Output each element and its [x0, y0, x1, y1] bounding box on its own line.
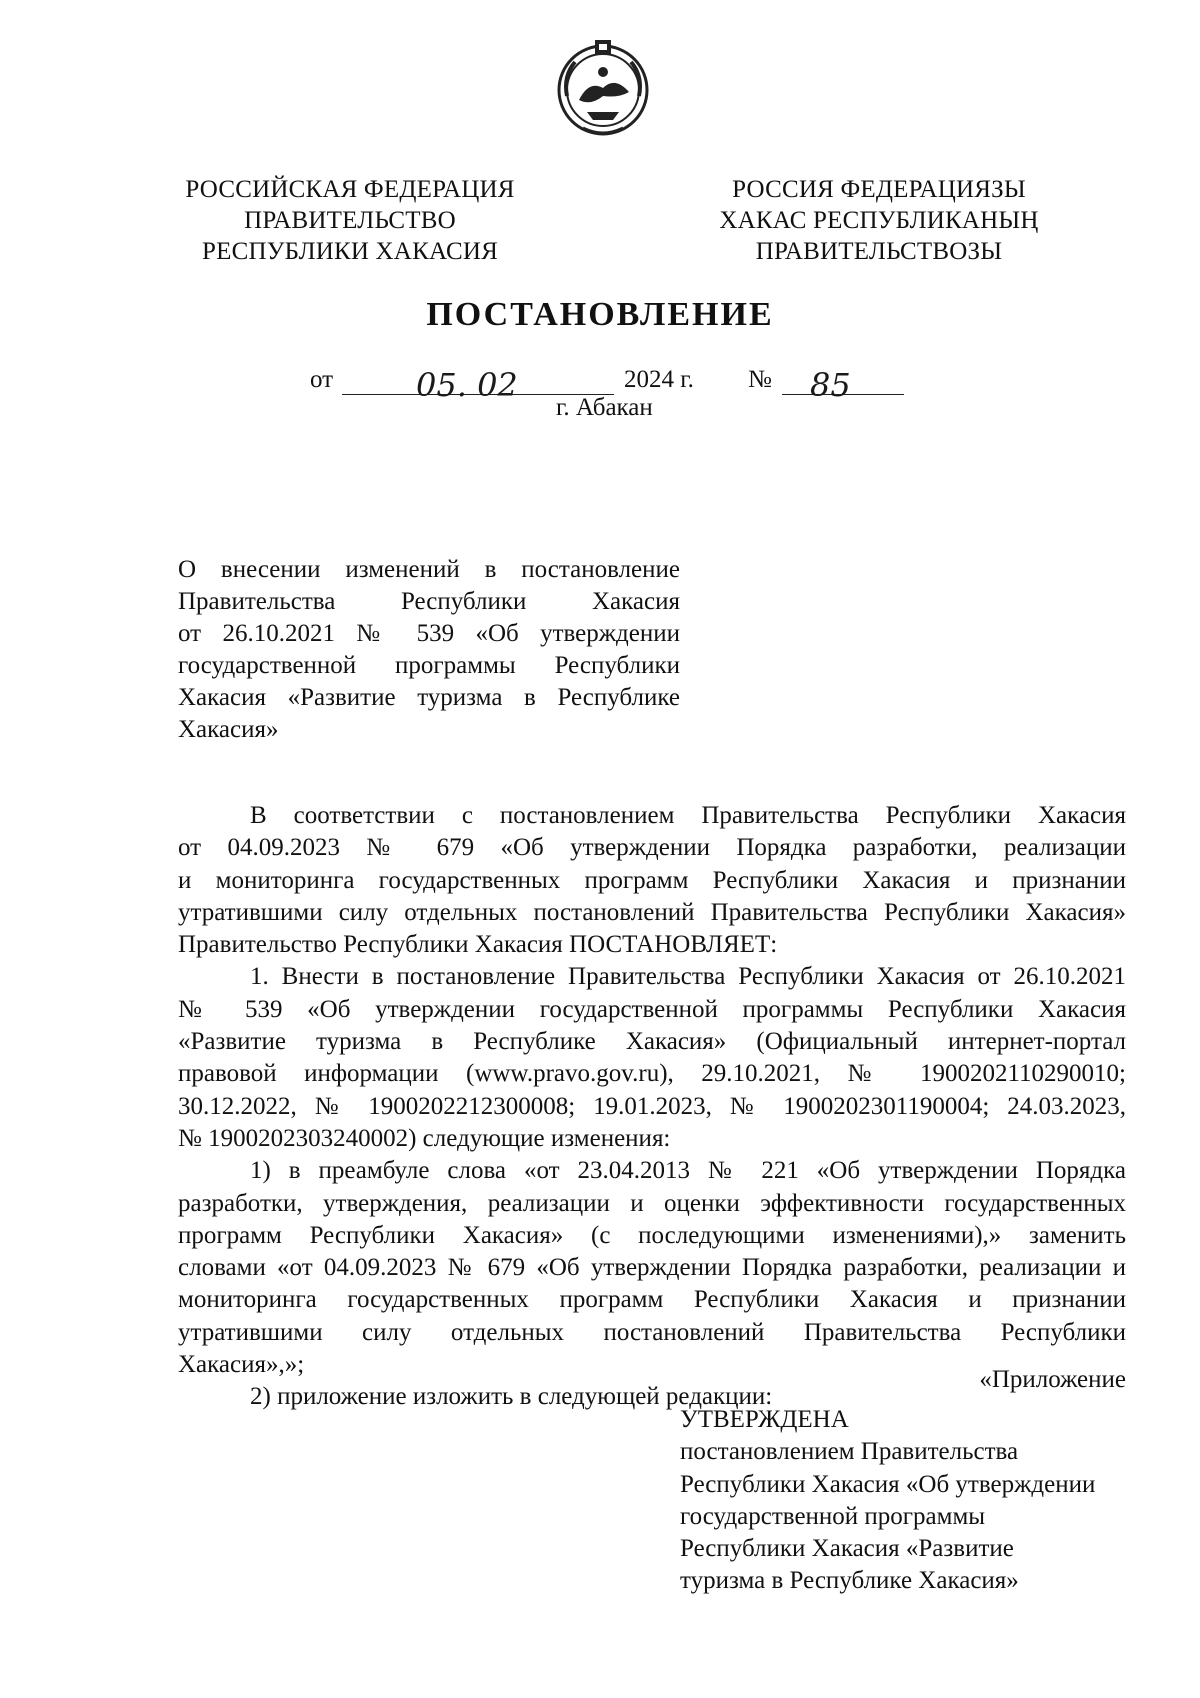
- handwritten-number: 85: [810, 366, 851, 404]
- approval-line: УТВЕРЖДЕНА: [680, 1406, 849, 1433]
- header-left-line: РОССИЙСКАЯ ФЕДЕРАЦИЯ: [185, 176, 515, 203]
- document-body: [178, 800, 1126, 1414]
- handwritten-date: 05. 02: [416, 366, 518, 404]
- approval-line: государственной программы: [680, 1502, 986, 1530]
- document-subject: [178, 554, 680, 746]
- subject-line: государственной программы Республики: [178, 652, 680, 679]
- subject-line: Хакасия «Развитие туризма в Республике: [178, 684, 680, 711]
- body-line: 30.12.2022, № 1900202212300008; 19.01.2023, № 1900202301190004; 24.03.2023,: [178, 1092, 1126, 1120]
- body-line: словами «от 04.09.2023 № 679 «Об утверждении Порядка разработки, реализации и: [178, 1254, 1126, 1282]
- body-line: № 539 «Об утверждении государственной программы Республики Хакасия: [178, 995, 1126, 1023]
- subject-line: О внесении изменений в постановление: [178, 556, 680, 583]
- approval-line: Республики Хакасия «Об утверждении: [680, 1470, 1096, 1498]
- header-right-block: [699, 174, 1059, 267]
- body-line: Хакасия»,»;: [178, 1351, 305, 1379]
- body-line: разработки, утверждения, реализации и оценки эффективности государственных: [178, 1189, 1126, 1217]
- header-right-line: ПРАВИТЕЛЬСТВОЗЫ: [755, 238, 1003, 265]
- body-line: 1. Внести в постановление Правительства Республики Хакасия от 26.10.2021: [250, 963, 1126, 991]
- khakassia-coat-of-arms-icon: [553, 36, 653, 140]
- header-right-line: РОССИЯ ФЕДЕРАЦИЯЗЫ: [732, 176, 1026, 203]
- body-line: В соответствии с постановлением Правительства Республики Хакасия: [250, 802, 1126, 829]
- body-line: утратившими силу отдельных постановлений Правительства Республики: [178, 1318, 1126, 1346]
- header-left-block: [170, 174, 530, 267]
- body-line: 1) в преамбуле слова «от 23.04.2013 № 221 «Об утверждении Порядка: [250, 1157, 1126, 1185]
- body-line: и мониторинга государственных программ Республики Хакасия и признании: [178, 866, 1126, 894]
- subject-line: Хакасия»: [178, 716, 279, 743]
- header-right-line: ХАКАС РЕСПУБЛИКАНЫҢ: [719, 207, 1039, 234]
- city-name: г. Абакан: [556, 394, 653, 421]
- date-prefix: от: [310, 366, 334, 393]
- header-left-line: РЕСПУБЛИКИ ХАКАСИЯ: [202, 238, 498, 265]
- body-line: Правительство Республики Хакасия ПОСТАНОВЛЯЕТ:: [178, 931, 778, 959]
- subject-line: от 26.10.2021 № 539 «Об утверждении: [178, 620, 680, 647]
- approval-line: туризма в Республике Хакасия»: [680, 1567, 1019, 1595]
- number-label: №: [748, 366, 772, 393]
- approval-block: [680, 1404, 1140, 1598]
- body-line: от 04.09.2023 № 679 «Об утверждении Порядка разработки, реализации: [178, 834, 1126, 862]
- body-line: № 1900202303240002) следующие изменения:: [178, 1124, 671, 1152]
- body-line: утратившими силу отдельных постановлений Правительства Республики Хакасия»: [178, 898, 1126, 926]
- body-line: 2) приложение изложить в следующей редакции:: [250, 1383, 773, 1411]
- appendix-label: «Приложение: [979, 1366, 1126, 1393]
- body-line: программ Республики Хакасия» (с последующими изменениями),» заменить: [178, 1221, 1126, 1249]
- subject-line: Правительства Республики Хакасия: [178, 588, 680, 615]
- header-left-line: ПРАВИТЕЛЬСТВО: [244, 207, 456, 234]
- body-line: правовой информации (www.pravo.gov.ru), 29.10.2021, № 1900202110290010;: [178, 1060, 1126, 1088]
- document-title: ПОСТАНОВЛЕНИЕ: [426, 296, 774, 333]
- date-year: 2024 г.: [624, 366, 694, 393]
- body-line: мониторинга государственных программ Республики Хакасия и признании: [178, 1286, 1126, 1314]
- approval-line: Республики Хакасия «Развитие: [680, 1535, 1014, 1563]
- body-line: «Развитие туризма в Республике Хакасия» (Официальный интернет-портал: [178, 1028, 1126, 1056]
- approval-line: постановлением Правительства: [680, 1438, 1019, 1466]
